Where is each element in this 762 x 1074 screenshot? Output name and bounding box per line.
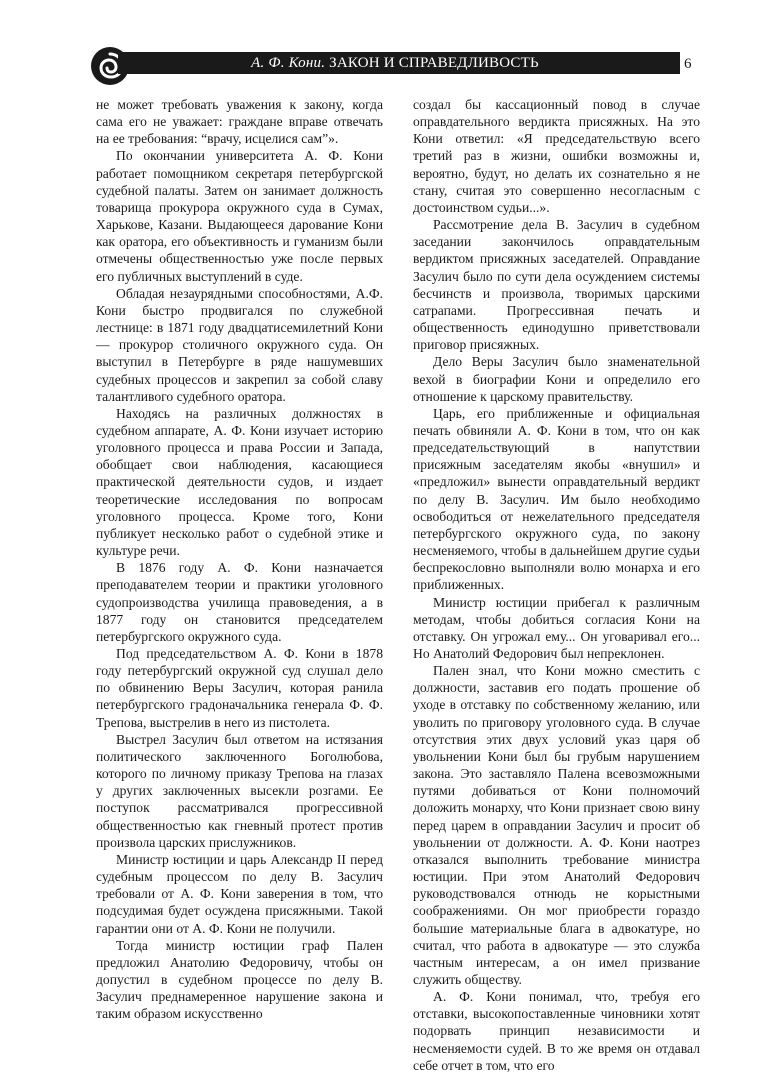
running-header: [0, 40, 762, 92]
left-column: [96, 96, 383, 1022]
paragraph: По окончании университета А. Ф. Кони работает помощником секретаря петербургской судебной палаты. Затем он занимает должность товарища прокурора окружного суда в Сумах, Харькове, Казани. Выдающееся дарование Кони как оратора, его объективность и гуманизм были отмечены общественностью уже после первых его публичных выступлений в суде.: [96, 148, 383, 284]
paragraph: не может требовать уважения к закону, когда сама его не уважает: граждане вправе отвечать на ее требования: “врачу, исцелися сам”».: [96, 97, 383, 147]
paragraph: А. Ф. Кони понимал, что, требуя его отставки, высокопоставленные чиновники хотят подорвать принцип независимости и несменяемости судей. В то же время он отдавал себе отчет в том, что его: [413, 989, 700, 1073]
right-column: [413, 96, 700, 1074]
running-title: [160, 53, 630, 73]
paragraph: Выстрел Засулич был ответом на истязания политического заключенного Боголюбова, которого по личному приказу Трепова на глазах у других заключенных высекли розгами. Ее поступок рассматривался прогрессивной общественностью как гневный протест против произвола царских прислужников.: [96, 731, 383, 850]
paragraph: Пален знал, что Кони можно сместить с должности, заставив его подать прошение об уходе в отставку по собственному желанию, или уволить по приговору уголовного суда. В случае отсутствия этих двух условий указ царя об увольнении Кони был бы грубым нарушением закона. Это заставляло Палена всевозможными путями добиваться от Кони полномочий доложить монарху, что Кони признает свою вину перед царем в оправдании Засулич и просит об увольнении от должности. А. Ф. Кони наотрез отказался выполнить требование министра юстиции. При этом Анатолий Федорович руководствовался отнюдь не корыстными соображениями. Он мог приобрести гораздо большие материальные блага в адвокатуре, но считал, что работа в адвокатуре — это служба частным интересам, а он имел призвание служить обществу.: [413, 663, 700, 987]
paragraph: создал бы кассационный повод в случае оправдательного вердикта присяжных. На это Кони ответил: «Я председательствую всего третий раз в жизни, ошибки возможны и, вероятно, будут, но делать их сознательно я не стану, считая это совершенно несогласным с достоинством судьи...».: [413, 97, 700, 215]
paragraph: Находясь на различных должностях в судебном аппарате, А. Ф. Кони изучает историю уголовного процесса и права России и Запада, обобщает свои наблюдения, касающиеся практической деятельности судов, и издает теоретические исследования по вопросам уголовного процесса. Кроме того, Кони публикует несколько работ о судебной этике и культуре речи.: [96, 405, 383, 559]
paragraph: Обладая незаурядными способностями, А.Ф. Кони быстро продвигался по служебной лестнице: в 1871 году двадцатисемилетний Кони — прокурор столичного окружного суда. Он выступил в Петербурге в ряде нашумевших судебных процессов и закрепил за собой славу талантливого судебного оратора.: [96, 285, 383, 404]
page-number: 6: [684, 56, 692, 72]
paragraph: Дело Веры Засулич было знаменательной вехой в биографии Кони и определило его отношение к царскому правительству.: [413, 354, 700, 404]
paragraph: Царь, его приближенные и официальная печать обвиняли А. Ф. Кони в том, что он как председательствующий в напутствии присяжным заседателям якобы «внушил» и «предложил» вынести оправдательный вердикт по делу В. Засулич. Им было необходимо освободиться от нежелательного председателя петербургского окружного суда, по закону несменяемого, чтобы в дальнейшем другие судьи беспрекословно выполняли волю монарха и его приближенных.: [413, 405, 700, 593]
paragraph: Под председательством А. Ф. Кони в 1878 году петербургский окружной суд слушал дело по обвинению Веры Засулич, которая ранила петербургского градоначальника генерала Ф. Ф. Трепова, выстрелив в него из пистолета.: [96, 646, 383, 730]
header-book-title: ЗАКОН И СПРАВЕДЛИВОСТЬ: [329, 55, 539, 71]
paragraph: Рассмотрение дела В. Засулич в судебном заседании закончилось оправдательным вердиктом присяжных заседателей. Оправдание Засулич было по сути дела осуждением системы бесчинств и произвола, творимых царскими сатрапами. Прогрессивная печать и общественность единодушно приветствовали приговор присяжных.: [413, 217, 700, 353]
paragraph: Министр юстиции и царь Александр II перед судебным процессом по делу В. Засулич требовали от А. Ф. Кони заверения в том, что подсудимая будет осуждена присяжными. Такой гарантии они от А. Ф. Кони не получили.: [96, 851, 383, 936]
paragraph: В 1876 году А. Ф. Кони назначается преподавателем теории и практики уголовного судопроизводства училища правоведения, а в 1877 году он становится председателем петербургского окружного суда.: [96, 560, 383, 644]
paragraph: Тогда министр юстиции граф Пален предложил Анатолию Федоровичу, чтобы он допустил в судебном процессе по делу В. Засулич преднамеренное нарушение закона и таким образом искусственно: [96, 937, 383, 1022]
header-author: А. Ф. Кони.: [251, 55, 326, 71]
paragraph: Министр юстиции прибегал к различным методам, чтобы добиться согласия Кони на отставку. Он угрожал ему... Он уговаривал его... Но Анатолий Федорович был непреклонен.: [413, 594, 700, 661]
